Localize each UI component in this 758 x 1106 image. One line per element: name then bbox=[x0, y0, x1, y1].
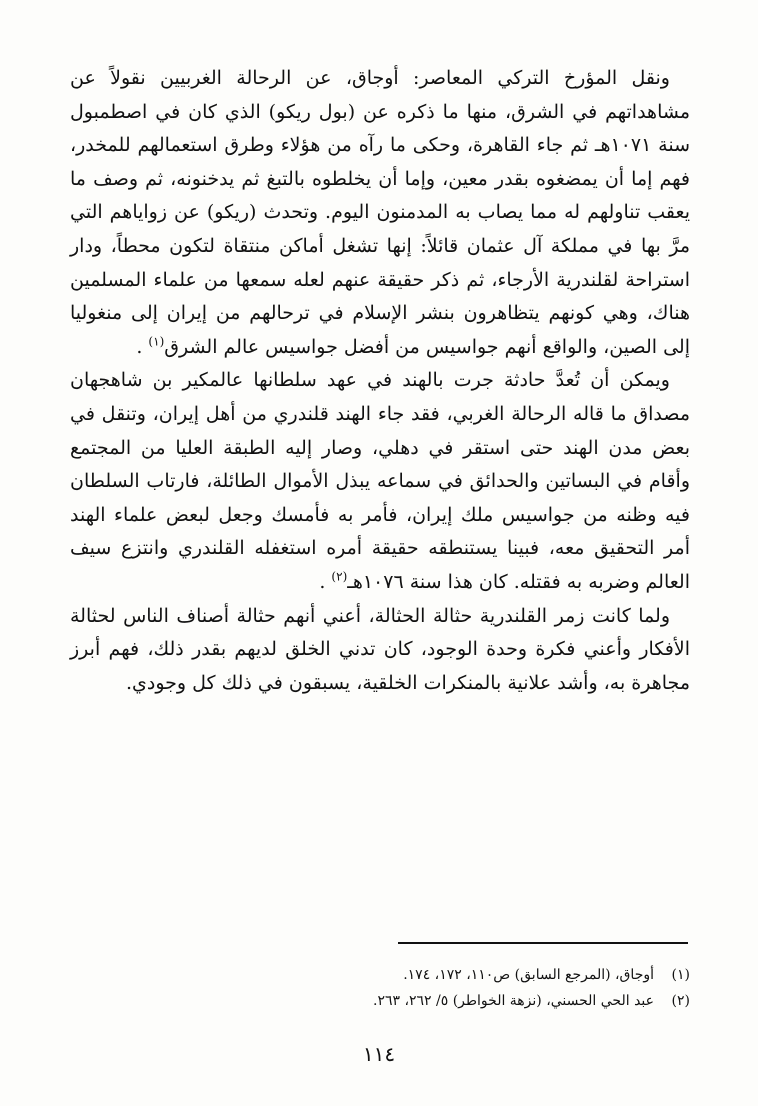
paragraph-1-trailing: . bbox=[136, 335, 143, 358]
page-number: ١١٤ bbox=[362, 1042, 396, 1066]
footnote-text: عبد الحي الحسني، (نزهة الخواطر) ٥/ ٢٦٢، ٢٦٣. bbox=[373, 993, 654, 1009]
paragraph-1-text: ونقل المؤرخ التركي المعاصر: أوجاق، عن الرحالة الغربيين نقولاً عن مشاهداتهم في الشرق، منها ما ذكره عن (بول ريكو) الذي كان في اصطمبول سنة ١٠٧١هـ ثم جاء القاهرة، وحكى ما رآه من هؤلاء وطرق استعمالهم للمخدر، فهم إما أن يمضغوه بقدر معين، وإما أن يخلطوه بالتبغ ثم يدخنونه، ثم وصف ما يعقب تناولهم له مما يصاب به المدمنون اليوم. وتحدث (ريكو) عن زواياهم التي مرَّ بها في مملكة آل عثمان قائلاً: إنها تشغل أماكن منتقاة لتكون محطاً، ودار استراحة لقلندرية الأرجاء، ثم ذكر حقيقة عنهم لعله سمعها من علماء المسلمين هناك، وهي كونهم يتظاهرون بنشر الإسلام في ترحالهم من إيران إلى منغوليا إلى الصين، والواقع أنهم جواسيس من أفضل جواسيس عالم الشرق bbox=[70, 67, 690, 358]
footnote-number: (١) bbox=[671, 967, 690, 983]
paragraph-3-text: ولما كانت زمر القلندرية حثالة الحثالة، أعني أنهم حثالة أصناف الناس لحثالة الأفكار وأعني فكرة وحدة الوجود، كان تدني الخلق لديهم بقدر ذلك، فهم أبرز مجاهرة به، وأشد علانية بالمنكرات الخلقية، يسبقون في ذلك كل وجودي. bbox=[70, 604, 690, 694]
footnote-text: أوجاق، (المرجع السابق) ص١١٠، ١٧٢، ١٧٤. bbox=[403, 967, 654, 983]
footnote-ref-1: (١) bbox=[148, 334, 165, 349]
footnote-number: (٢) bbox=[671, 993, 690, 1009]
paragraph-3 bbox=[70, 600, 690, 701]
body-text bbox=[70, 62, 690, 700]
paragraph-2-trailing: . bbox=[319, 570, 326, 593]
footnote-divider bbox=[398, 942, 688, 944]
footnote-ref-2: (٢) bbox=[331, 569, 348, 584]
footnotes bbox=[70, 962, 690, 1014]
paragraph-2 bbox=[70, 364, 690, 599]
footnote-1 bbox=[70, 962, 690, 988]
paragraph-1 bbox=[70, 62, 690, 364]
paragraph-2-text: ويمكن أن تُعدَّ حادثة جرت بالهند في عهد سلطانها عالمكير بن شاهجهان مصداق ما قاله الرحالة الغربي، فقد جاء الهند قلندري من أهل إيران، وتنقل في بعض مدن الهند حتى استقر في دهلي، وصار إليه الطبقة العليا من المجتمع وأقام في البساتين والحدائق في سماعه يبذل الأموال الطائلة، فارتاب السلطان فيه وظنه من جواسيس ملك إيران، فأمر به فأمسك وجعل لبعض علماء الهند أمر التحقيق معه، فبينا يستنطقه حقيقة أمره استغفله القلندري وانتزع سيف العالم وضربه به فقتله. كان هذا سنة ١٠٧٦هـ bbox=[70, 369, 690, 593]
footnote-2 bbox=[70, 988, 690, 1014]
